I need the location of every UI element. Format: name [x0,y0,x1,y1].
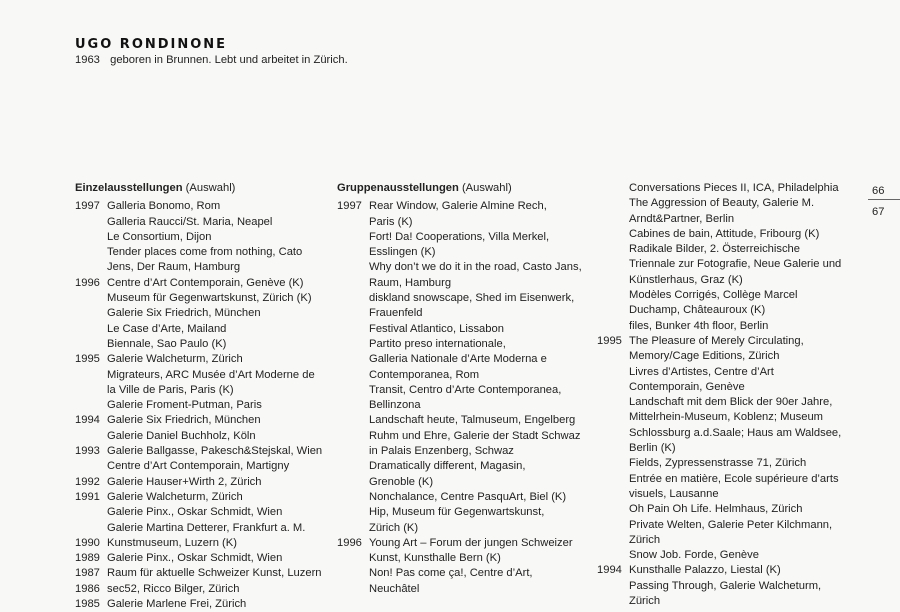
exhibition-item: Zürich (K) [369,521,419,534]
exhibition-item: Galerie Daniel Buchholz, Köln [107,429,256,442]
group-hint: (Auswahl) [461,182,512,194]
exhibition-item: Le Case d’Arte, Mailand [107,322,227,335]
exhibition-year-group [75,597,325,612]
exhibition-year-group [75,475,325,490]
exhibition-year-group [337,536,587,597]
exhibition-item: Nonchalance, Centre PasquArt, Biel (K) [369,490,567,503]
exhibition-item: Galerie Froment-Putman, Paris [107,399,262,412]
exhibition-item: Centre d’Art Contemporain, Martigny [107,460,290,473]
exhibition-year: 1987 [75,567,100,580]
exhibition-items [369,199,587,536]
exhibition-item: Paris (K) [369,215,413,228]
exhibition-item: Galleria Raucci/St. Maria, Neapel [107,215,273,228]
exhibition-items [629,181,857,334]
exhibition-item: Biennale, Sao Paulo (K) [107,337,227,350]
exhibition-item: Passing Through, Galerie Walcheturm, [629,579,822,592]
solo-exhibitions-list [75,199,325,612]
exhibition-year: 1994 [75,414,100,427]
exhibition-item: Museum für Gegenwartskunst, Zürich (K) [107,292,312,305]
exhibition-year-group [75,566,325,581]
exhibition-item: Ruhm und Ehre, Galerie der Stadt Schwaz [369,429,581,442]
exhibition-item: Fields, Zypressenstrasse 71, Zürich [629,457,807,470]
exhibition-item: Oh Pain Oh Life. Helmhaus, Zürich [629,503,803,516]
exhibition-year-group [75,352,325,413]
exhibition-item: Conversations Pieces II, ICA, Philadelphia [629,182,839,194]
exhibition-item: Transit, Centro d’Arte Contemporanea, [369,383,562,396]
exhibition-items [629,563,857,609]
exhibition-item: Entrée en matière, Ecole supérieure d’arts [629,472,839,485]
exhibition-item: Esslingen (K) [369,246,436,259]
exhibition-item: Raum für aktuelle Schweizer Kunst, Luzern [107,567,322,580]
exhibition-item: Zürich [629,595,661,608]
exhibition-item: Zürich [629,533,661,546]
exhibition-year: 1997 [337,200,362,213]
exhibition-item: Fort! Da! Cooperations, Villa Merkel, [369,230,550,243]
page-numbers [872,181,884,223]
exhibition-item: Galerie Martina Detterer, Frankfurt a. M. [107,521,306,534]
exhibition-item: Contemporain, Genève [629,380,745,393]
exhibition-item: la Ville de Paris, Paris (K) [107,383,234,396]
exhibition-year: 1986 [75,582,100,595]
exhibition-item: Livres d’Artistes, Centre d’Art [629,365,774,378]
exhibition-items [107,597,325,612]
exhibition-item: Landschaft heute, Talmuseum, Engelberg [369,414,576,427]
exhibition-item: Contemporanea, Rom [369,368,480,381]
exhibition-year-group [75,199,325,275]
exhibition-items [629,334,857,563]
exhibition-year-group [75,536,325,551]
exhibition-item: Raum, Hamburg [369,276,452,289]
exhibition-year: 1996 [75,276,100,289]
group-exhibitions-heading [337,181,587,196]
group-exhibitions-continued-column [597,181,857,609]
exhibition-item: Schlossburg a.d.Saale; Haus am Waldsee, [629,426,842,439]
exhibition-year: 1991 [75,490,100,503]
exhibition-item: Kunst, Kunsthalle Bern (K) [369,552,501,565]
artist-bio [75,54,348,66]
exhibition-item: Galerie Pinx., Oskar Schmidt, Wien [107,552,283,565]
exhibition-item: Berlin (K) [629,442,676,455]
exhibition-items [107,551,325,566]
solo-exhibitions-heading [75,181,325,196]
exhibition-items [107,536,325,551]
exhibition-item: The Aggression of Beauty, Galerie M. [629,197,815,210]
exhibition-item: Rear Window, Galerie Almine Rech, [369,200,547,213]
exhibition-item: visuels, Lausanne [629,487,719,500]
exhibition-item: in Palais Enzenberg, Schwaz [369,445,514,458]
exhibition-item: Galerie Pinx., Oskar Schmidt, Wien [107,506,283,519]
exhibition-items [107,199,325,275]
exhibition-item: Cabines de bain, Attitude, Fribourg (K) [629,227,820,240]
solo-exhibitions-column [75,181,325,612]
exhibition-item: Young Art – Forum der jungen Schweizer [369,536,573,549]
exhibition-items [107,566,325,581]
exhibition-item: Frauenfeld [369,307,423,320]
exhibition-item: Galerie Marlene Frei, Zürich [107,598,247,611]
exhibition-item: The Pleasure of Merely Circulating, [629,334,804,347]
exhibition-year: 1989 [75,552,100,565]
exhibition-item: Festival Atlantico, Lissabon [369,322,504,335]
exhibition-year: 1995 [75,353,100,366]
bio-text: geboren in Brunnen. Lebt und arbeitet in Zürich. [110,54,348,66]
group-title: Gruppenausstellungen [337,182,459,194]
exhibition-item: diskland snowscape, Shed im Eisenwerk, [369,292,575,305]
exhibition-year: 1990 [75,536,100,549]
exhibition-year: 1994 [597,564,622,577]
exhibition-item: Jens, Der Raum, Hamburg [107,261,241,274]
exhibition-item: Galerie Six Friedrich, München [107,307,261,320]
exhibition-items [107,475,325,490]
exhibition-item: Galerie Walcheturm, Zürich [107,353,243,366]
exhibition-item: Migrateurs, ARC Musée d’Art Moderne de [107,368,315,381]
exhibition-items [107,582,325,597]
exhibition-year: 1995 [597,334,622,347]
exhibition-item: Mittelrhein-Museum, Koblenz; Museum [629,411,823,424]
page-number-right: 67 [872,206,885,218]
exhibition-item: Why don’t we do it in the road, Casto Jans, [369,261,582,274]
exhibition-item: Radikale Bilder, 2. Österreichische [629,243,800,256]
exhibition-item: Landschaft mit dem Blick der 90er Jahre, [629,396,833,409]
exhibition-item: Partito preso internationale, [369,337,506,350]
exhibition-item: Galleria Nationale d’Arte Moderna e [369,353,547,366]
exhibition-item: Modèles Corrigés, Collège Marcel [629,289,798,302]
exhibition-year-group [75,582,325,597]
exhibition-item: Galerie Six Friedrich, München [107,414,261,427]
exhibition-item: Galerie Hauser+Wirth 2, Zürich [107,475,262,488]
exhibition-year: 1997 [75,200,100,213]
exhibition-item: Kunstmuseum, Luzern (K) [107,536,237,549]
exhibition-item: Grenoble (K) [369,475,434,488]
exhibition-year: 1996 [337,536,362,549]
exhibition-item: Snow Job. Forde, Genève [629,549,759,562]
exhibition-year-group [75,490,325,536]
exhibition-items [107,490,325,536]
exhibition-item: Künstlerhaus, Graz (K) [629,273,743,286]
exhibition-item: Centre d’Art Contemporain, Genève (K) [107,276,304,289]
exhibition-year-group [75,551,325,566]
exhibition-items [107,444,325,475]
exhibition-year-group [597,334,857,563]
exhibition-year-group [337,199,587,536]
bio-year: 1963 [75,54,100,66]
group-exhibitions-column [337,181,587,597]
exhibition-item: Triennale zur Fotografie, Neue Galerie und [629,258,842,271]
page-number-left: 66 [872,185,885,197]
exhibition-item: Non! Pas come ça!, Centre d’Art, [369,567,533,580]
exhibition-items [107,413,325,444]
exhibition-year: 1992 [75,475,100,488]
exhibition-year-group [75,413,325,444]
exhibition-item: Tender places come from nothing, Cato [107,246,303,259]
exhibition-items [107,276,325,352]
exhibition-item: Private Welten, Galerie Peter Kilchmann, [629,518,833,531]
exhibition-year-group [597,563,857,609]
page-divider-rule [868,199,900,200]
group-exhibitions-continued-list [597,181,857,609]
exhibition-item: sec52, Ricco Bilger, Zürich [107,582,240,595]
exhibition-year: 1993 [75,445,100,458]
solo-hint: (Auswahl) [185,182,236,194]
exhibition-year-group [75,276,325,352]
exhibition-item: Galerie Walcheturm, Zürich [107,490,243,503]
exhibition-item: Neuchâtel [369,582,420,595]
exhibition-item: Kunsthalle Palazzo, Liestal (K) [629,564,781,577]
exhibition-item: files, Bunker 4th floor, Berlin [629,319,769,332]
exhibition-item: Duchamp, Châteauroux (K) [629,304,766,317]
exhibition-year-group [597,181,857,334]
exhibition-item: Le Consortium, Dijon [107,230,212,243]
exhibition-item: Galleria Bonomo, Rom [107,200,221,213]
exhibition-item: Dramatically different, Magasin, [369,460,526,473]
exhibition-item: Memory/Cage Editions, Zürich [629,350,780,363]
exhibition-item: Bellinzona [369,399,421,412]
exhibition-item: Arndt&Partner, Berlin [629,212,735,225]
exhibition-year [597,181,629,334]
artist-name: UGO RONDINONE [75,37,228,52]
exhibition-item: Hip, Museum für Gegenwartskunst, [369,506,545,519]
exhibition-items [369,536,587,597]
exhibition-year: 1985 [75,598,100,611]
exhibition-year-group [75,444,325,475]
group-exhibitions-list [337,199,587,597]
solo-title: Einzelausstellungen [75,182,183,194]
exhibition-item: Galerie Ballgasse, Pakesch&Stejskal, Wien [107,445,323,458]
exhibition-items [107,352,325,413]
